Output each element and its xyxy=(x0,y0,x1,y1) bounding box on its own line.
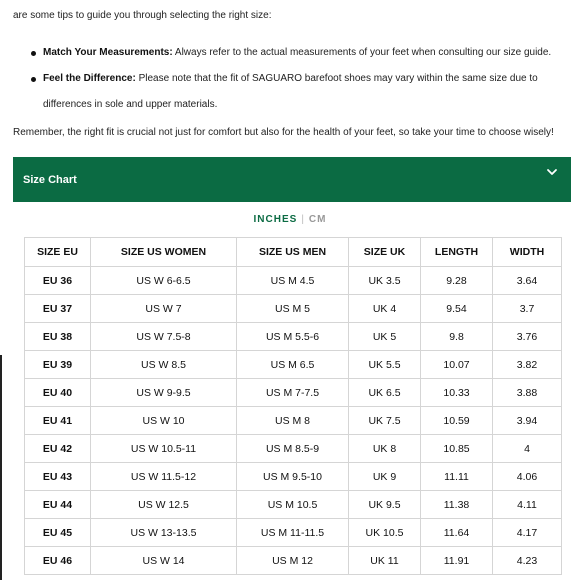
cell-size-eu: EU 42 xyxy=(25,435,91,463)
table-row xyxy=(25,547,562,575)
header-size-us-men: SIZE US MEN xyxy=(237,238,349,267)
cell-size-us-men: US M 11-11.5 xyxy=(237,519,349,547)
table-row xyxy=(25,379,562,407)
cell-size-uk: UK 7.5 xyxy=(349,407,421,435)
table-row xyxy=(25,435,562,463)
table-row xyxy=(25,267,562,295)
cell-size-eu: EU 39 xyxy=(25,351,91,379)
cell-width: 3.94 xyxy=(493,407,562,435)
cell-size-eu: EU 37 xyxy=(25,295,91,323)
tips-list xyxy=(13,40,573,118)
cell-size-us-women: US W 10.5-11 xyxy=(91,435,237,463)
cell-size-eu: EU 46 xyxy=(25,547,91,575)
cell-width: 4.11 xyxy=(493,491,562,519)
cell-size-us-women: US W 11.5-12 xyxy=(91,463,237,491)
table-row xyxy=(25,407,562,435)
cell-length: 10.85 xyxy=(421,435,493,463)
cell-size-eu: EU 36 xyxy=(25,267,91,295)
tip-item xyxy=(13,66,573,118)
remember-text: Remember, the right fit is crucial not just for comfort but also for the health of your feet, so take your time to choose wisely! xyxy=(13,127,554,138)
cell-size-uk: UK 4 xyxy=(349,295,421,323)
tip-text: Always refer to the actual measurements of your feet when consulting our size guide. xyxy=(172,47,552,58)
cell-size-uk: UK 8 xyxy=(349,435,421,463)
cell-width: 4.23 xyxy=(493,547,562,575)
table-row xyxy=(25,323,562,351)
cell-size-us-women: US W 9-9.5 xyxy=(91,379,237,407)
cell-length: 10.07 xyxy=(421,351,493,379)
size-chart-table xyxy=(24,237,562,575)
cell-size-us-women: US W 13-13.5 xyxy=(91,519,237,547)
cell-length: 11.91 xyxy=(421,547,493,575)
cell-length: 9.8 xyxy=(421,323,493,351)
cell-length: 11.11 xyxy=(421,463,493,491)
chevron-down-icon[interactable] xyxy=(545,165,559,179)
cell-width: 3.88 xyxy=(493,379,562,407)
cell-size-uk: UK 9.5 xyxy=(349,491,421,519)
cell-width: 3.82 xyxy=(493,351,562,379)
cell-size-uk: UK 10.5 xyxy=(349,519,421,547)
size-chart-accordion[interactable] xyxy=(13,157,571,202)
cell-width: 3.76 xyxy=(493,323,562,351)
cell-length: 9.54 xyxy=(421,295,493,323)
cell-length: 11.38 xyxy=(421,491,493,519)
accordion-title: Size Chart xyxy=(23,173,77,186)
cell-size-us-men: US M 5 xyxy=(237,295,349,323)
cell-size-us-men: US M 10.5 xyxy=(237,491,349,519)
cell-width: 3.7 xyxy=(493,295,562,323)
cell-length: 10.33 xyxy=(421,379,493,407)
unit-toggle xyxy=(0,214,580,225)
tip-item xyxy=(13,40,573,66)
cell-size-uk: UK 5.5 xyxy=(349,351,421,379)
header-size-uk: SIZE UK xyxy=(349,238,421,267)
header-size-us-women: SIZE US WOMEN xyxy=(91,238,237,267)
cell-size-uk: UK 3.5 xyxy=(349,267,421,295)
cell-size-us-women: US W 6-6.5 xyxy=(91,267,237,295)
cell-size-us-men: US M 5.5-6 xyxy=(237,323,349,351)
tip-title: Match Your Measurements: xyxy=(43,47,173,58)
cell-size-us-men: US M 6.5 xyxy=(237,351,349,379)
cell-size-us-men: US M 9.5-10 xyxy=(237,463,349,491)
table-row xyxy=(25,351,562,379)
cell-length: 10.59 xyxy=(421,407,493,435)
cell-size-us-men: US M 7-7.5 xyxy=(237,379,349,407)
table-row xyxy=(25,295,562,323)
cell-size-uk: UK 9 xyxy=(349,463,421,491)
table-row xyxy=(25,463,562,491)
cell-length: 11.64 xyxy=(421,519,493,547)
unit-inches-tab[interactable]: INCHES xyxy=(253,214,298,225)
tip-text: Please note that the fit of SAGUARO barefoot shoes may vary within the same size due to differences in sole and upper materials. xyxy=(43,73,538,110)
cell-width: 4 xyxy=(493,435,562,463)
cell-size-us-women: US W 7 xyxy=(91,295,237,323)
cell-width: 4.17 xyxy=(493,519,562,547)
cell-size-uk: UK 5 xyxy=(349,323,421,351)
cell-size-us-men: US M 8.5-9 xyxy=(237,435,349,463)
header-width: WIDTH xyxy=(493,238,562,267)
cell-size-us-men: US M 8 xyxy=(237,407,349,435)
cell-size-uk: UK 11 xyxy=(349,547,421,575)
table-row xyxy=(25,519,562,547)
tip-title: Feel the Difference: xyxy=(43,73,136,84)
header-length: LENGTH xyxy=(421,238,493,267)
window-edge xyxy=(0,355,2,580)
unit-cm-tab[interactable]: CM xyxy=(308,214,327,225)
cell-size-eu: EU 45 xyxy=(25,519,91,547)
cell-width: 3.64 xyxy=(493,267,562,295)
cell-size-eu: EU 40 xyxy=(25,379,91,407)
cell-size-eu: EU 41 xyxy=(25,407,91,435)
cell-size-us-women: US W 14 xyxy=(91,547,237,575)
unit-separator: | xyxy=(301,214,305,225)
cell-size-us-women: US W 10 xyxy=(91,407,237,435)
table-header-row xyxy=(25,238,562,267)
cell-size-us-men: US M 12 xyxy=(237,547,349,575)
cell-size-eu: EU 43 xyxy=(25,463,91,491)
cell-size-uk: UK 6.5 xyxy=(349,379,421,407)
cell-size-us-men: US M 4.5 xyxy=(237,267,349,295)
cell-size-eu: EU 44 xyxy=(25,491,91,519)
cell-size-us-women: US W 12.5 xyxy=(91,491,237,519)
intro-text: are some tips to guide you through selecting the right size: xyxy=(13,10,272,21)
cell-size-eu: EU 38 xyxy=(25,323,91,351)
cell-size-us-women: US W 7.5-8 xyxy=(91,323,237,351)
cell-length: 9.28 xyxy=(421,267,493,295)
header-size-eu: SIZE EU xyxy=(25,238,91,267)
table-row xyxy=(25,491,562,519)
cell-size-us-women: US W 8.5 xyxy=(91,351,237,379)
cell-width: 4.06 xyxy=(493,463,562,491)
